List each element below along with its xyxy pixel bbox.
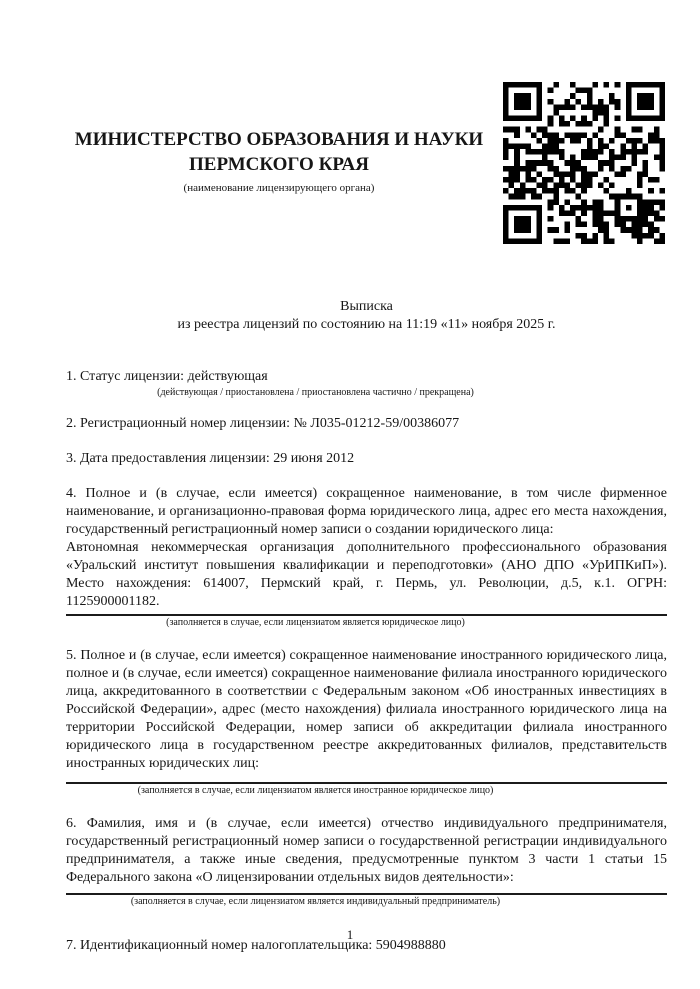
field-legal-entity-label: 4. Полное и (в случае, если имеется) сокращенное наименование, в том числе фирменное наименование, и организационно-правовая форма юридического лица, адрес его места нахождения, государственный регистрационный номер записи о создании юридического лица: [66, 486, 667, 537]
field-individual-entrepreneur-caption: (заполняется в случае, если лицензиатом является индивидуальный предприниматель) [130, 896, 501, 907]
field-license-status-caption: (действующая / приостановлена / приостановлена частично / прекращена) [157, 387, 474, 398]
licensing-authority-header [66, 127, 492, 195]
page-number: 1 [346, 927, 354, 942]
document-body [66, 298, 667, 955]
ministry-name [66, 127, 492, 177]
document-title [66, 298, 667, 334]
field-taxpayer-id: 7. Идентификационный номер налогоплательщика: 5904988880 [66, 938, 446, 953]
field-license-status: 1. Статус лицензии: действующая [66, 369, 268, 384]
field-foreign-entity-label: 5. Полное и (в случае, если имеется) сокращенное наименование иностранного юридического лица, полное и (в случае, если имеется) сокращенное наименование филиала иностранного юридического лица, аккредитованного в соответствии с Федеральным законом «Об иностранных инвестициях в Российской Федерации», адрес (место нахождения) филиала иностранного юридического лица на территории Российской Федерации, номер записи об аккредитации филиала иностранного юридического лица в государственном реестре аккредитованных филиалов, представительств иностранных юридических лиц: [66, 648, 667, 771]
field-individual-entrepreneur-label: 6. Фамилия, имя и (в случае, если имеется) отчество индивидуального предпринимателя, государственный регистрационный номер записи о государственной регистрации индивидуального предпринимателя, а также иные сведения, предусмотренные пунктом 3 части 1 статьи 15 Федерального закона «О лицензировании отдельных видов деятельности»: [66, 816, 667, 885]
ministry-name-line1: МИНИСТЕРСТВО ОБРАЗОВАНИЯ И НАУКИ [74, 129, 484, 150]
qr-code-icon [503, 82, 665, 244]
field-grant-date: 3. Дата предоставления лицензии: 29 июня 2012 [66, 451, 355, 466]
ministry-name-caption: (наименование лицензирующего органа) [183, 182, 375, 194]
field-legal-entity-caption: (заполняется в случае, если лицензиатом является юридическое лицо) [166, 617, 465, 628]
document-title-line1: Выписка [340, 299, 393, 314]
field-foreign-entity-caption: (заполняется в случае, если лицензиатом является иностранное юридическое лицо) [137, 785, 494, 796]
document-title-line2: из реестра лицензий по состоянию на 11:19 «11» ноября 2025 г. [177, 317, 556, 332]
ministry-name-line2: ПЕРМСКОГО КРАЯ [189, 154, 369, 175]
field-legal-entity-value: Автономная некоммерческая организация дополнительного профессионального образования «Уральский институт повышения квалификации и переподготовки» (АНО ДПО «УрИПКиП»). Место нахождения: 614007, Пермский край, г. Пермь, ул. Революции, д.5, к.1. ОГРН: 1125900001182. [66, 540, 667, 609]
field-registration-number: 2. Регистрационный номер лицензии: № Л035-01212-59/00386077 [66, 416, 460, 431]
